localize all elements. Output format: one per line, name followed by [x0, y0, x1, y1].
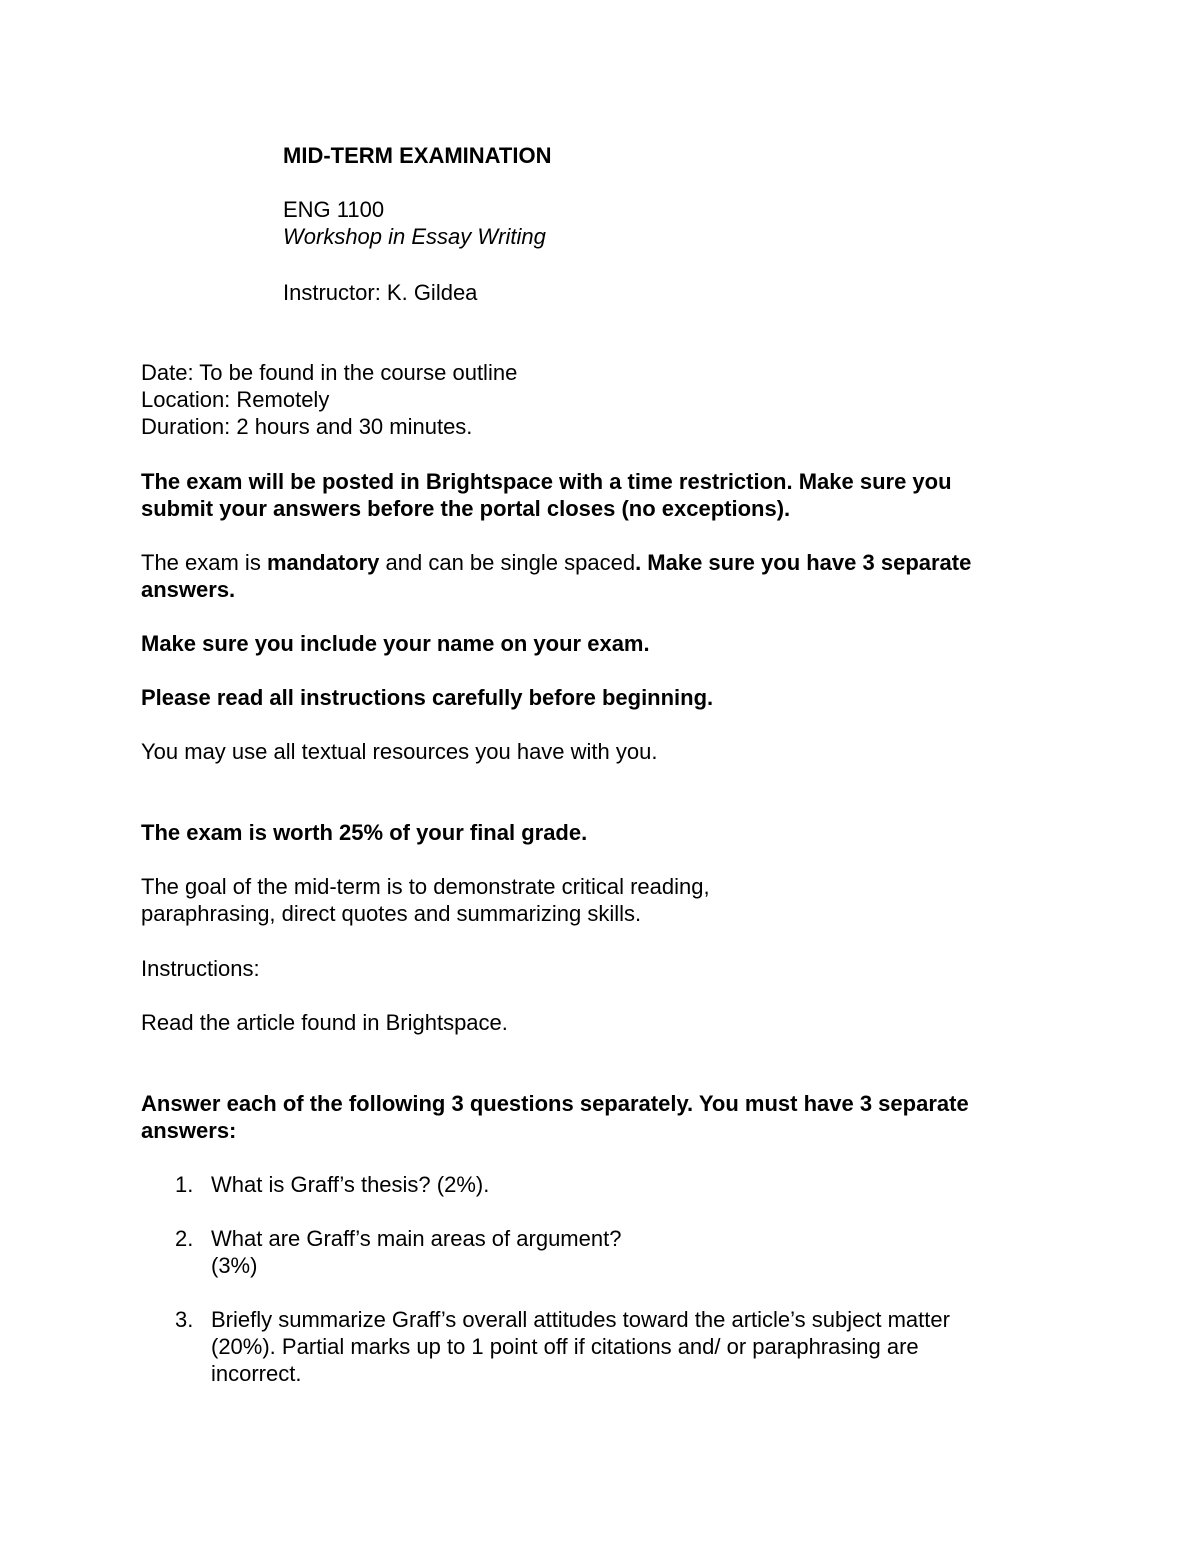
question-text: (3%)	[211, 1253, 258, 1278]
mandatory-line-1	[141, 549, 971, 576]
question-text: What is Graff’s thesis? (2%).	[211, 1172, 490, 1197]
question-text: What are Graff’s main areas of argument?	[211, 1226, 622, 1251]
mandatory-line-2: answers.	[141, 577, 236, 602]
answer-heading-line-1: Answer each of the following 3 questions separately. You must have 3 separate	[141, 1091, 969, 1116]
question-text: incorrect.	[211, 1361, 302, 1386]
goal-line-1: The goal of the mid-term is to demonstrate critical reading,	[141, 874, 710, 899]
question-number: 1.	[175, 1172, 194, 1197]
question-number: 3.	[175, 1307, 194, 1332]
question-text: (20%). Partial marks up to 1 point off if citations and/ or paraphrasing are	[211, 1334, 919, 1359]
worth-note: The exam is worth 25% of your final grade.	[141, 820, 588, 845]
name-note: Make sure you include your name on your exam.	[141, 631, 650, 656]
read-note: Please read all instructions carefully before beginning.	[141, 685, 714, 710]
goal-line-2: paraphrasing, direct quotes and summarizing skills.	[141, 901, 642, 926]
duration-line: Duration: 2 hours and 30 minutes.	[141, 414, 473, 439]
answer-heading-line-2: answers:	[141, 1118, 237, 1143]
mandatory-emphasis: mandatory	[266, 550, 380, 575]
question-number: 2.	[175, 1226, 194, 1251]
question-text: Briefly summarize Graff’s overall attitudes toward the article’s subject matter	[211, 1307, 950, 1332]
location-line: Location: Remotely	[141, 387, 330, 412]
notice-line-2: submit your answers before the portal closes (no exceptions).	[141, 496, 791, 521]
document-title: MID-TERM EXAMINATION	[283, 143, 552, 168]
date-line: Date: To be found in the course outline	[141, 360, 518, 385]
mandatory-text-a: The exam is	[141, 550, 267, 575]
instructor-line: Instructor: K. Gildea	[283, 280, 478, 305]
course-code: ENG 1100	[283, 197, 385, 222]
read-article-line: Read the article found in Brightspace.	[141, 1010, 508, 1035]
mandatory-text-c: . Make sure you have 3 separate	[635, 550, 972, 575]
mandatory-text-b: and can be single spaced	[379, 550, 636, 575]
instructions-label: Instructions:	[141, 956, 260, 981]
resources-note: You may use all textual resources you have with you.	[141, 739, 658, 764]
notice-line-1: The exam will be posted in Brightspace with a time restriction. Make sure you	[141, 469, 952, 494]
course-name: Workshop in Essay Writing	[283, 224, 546, 249]
